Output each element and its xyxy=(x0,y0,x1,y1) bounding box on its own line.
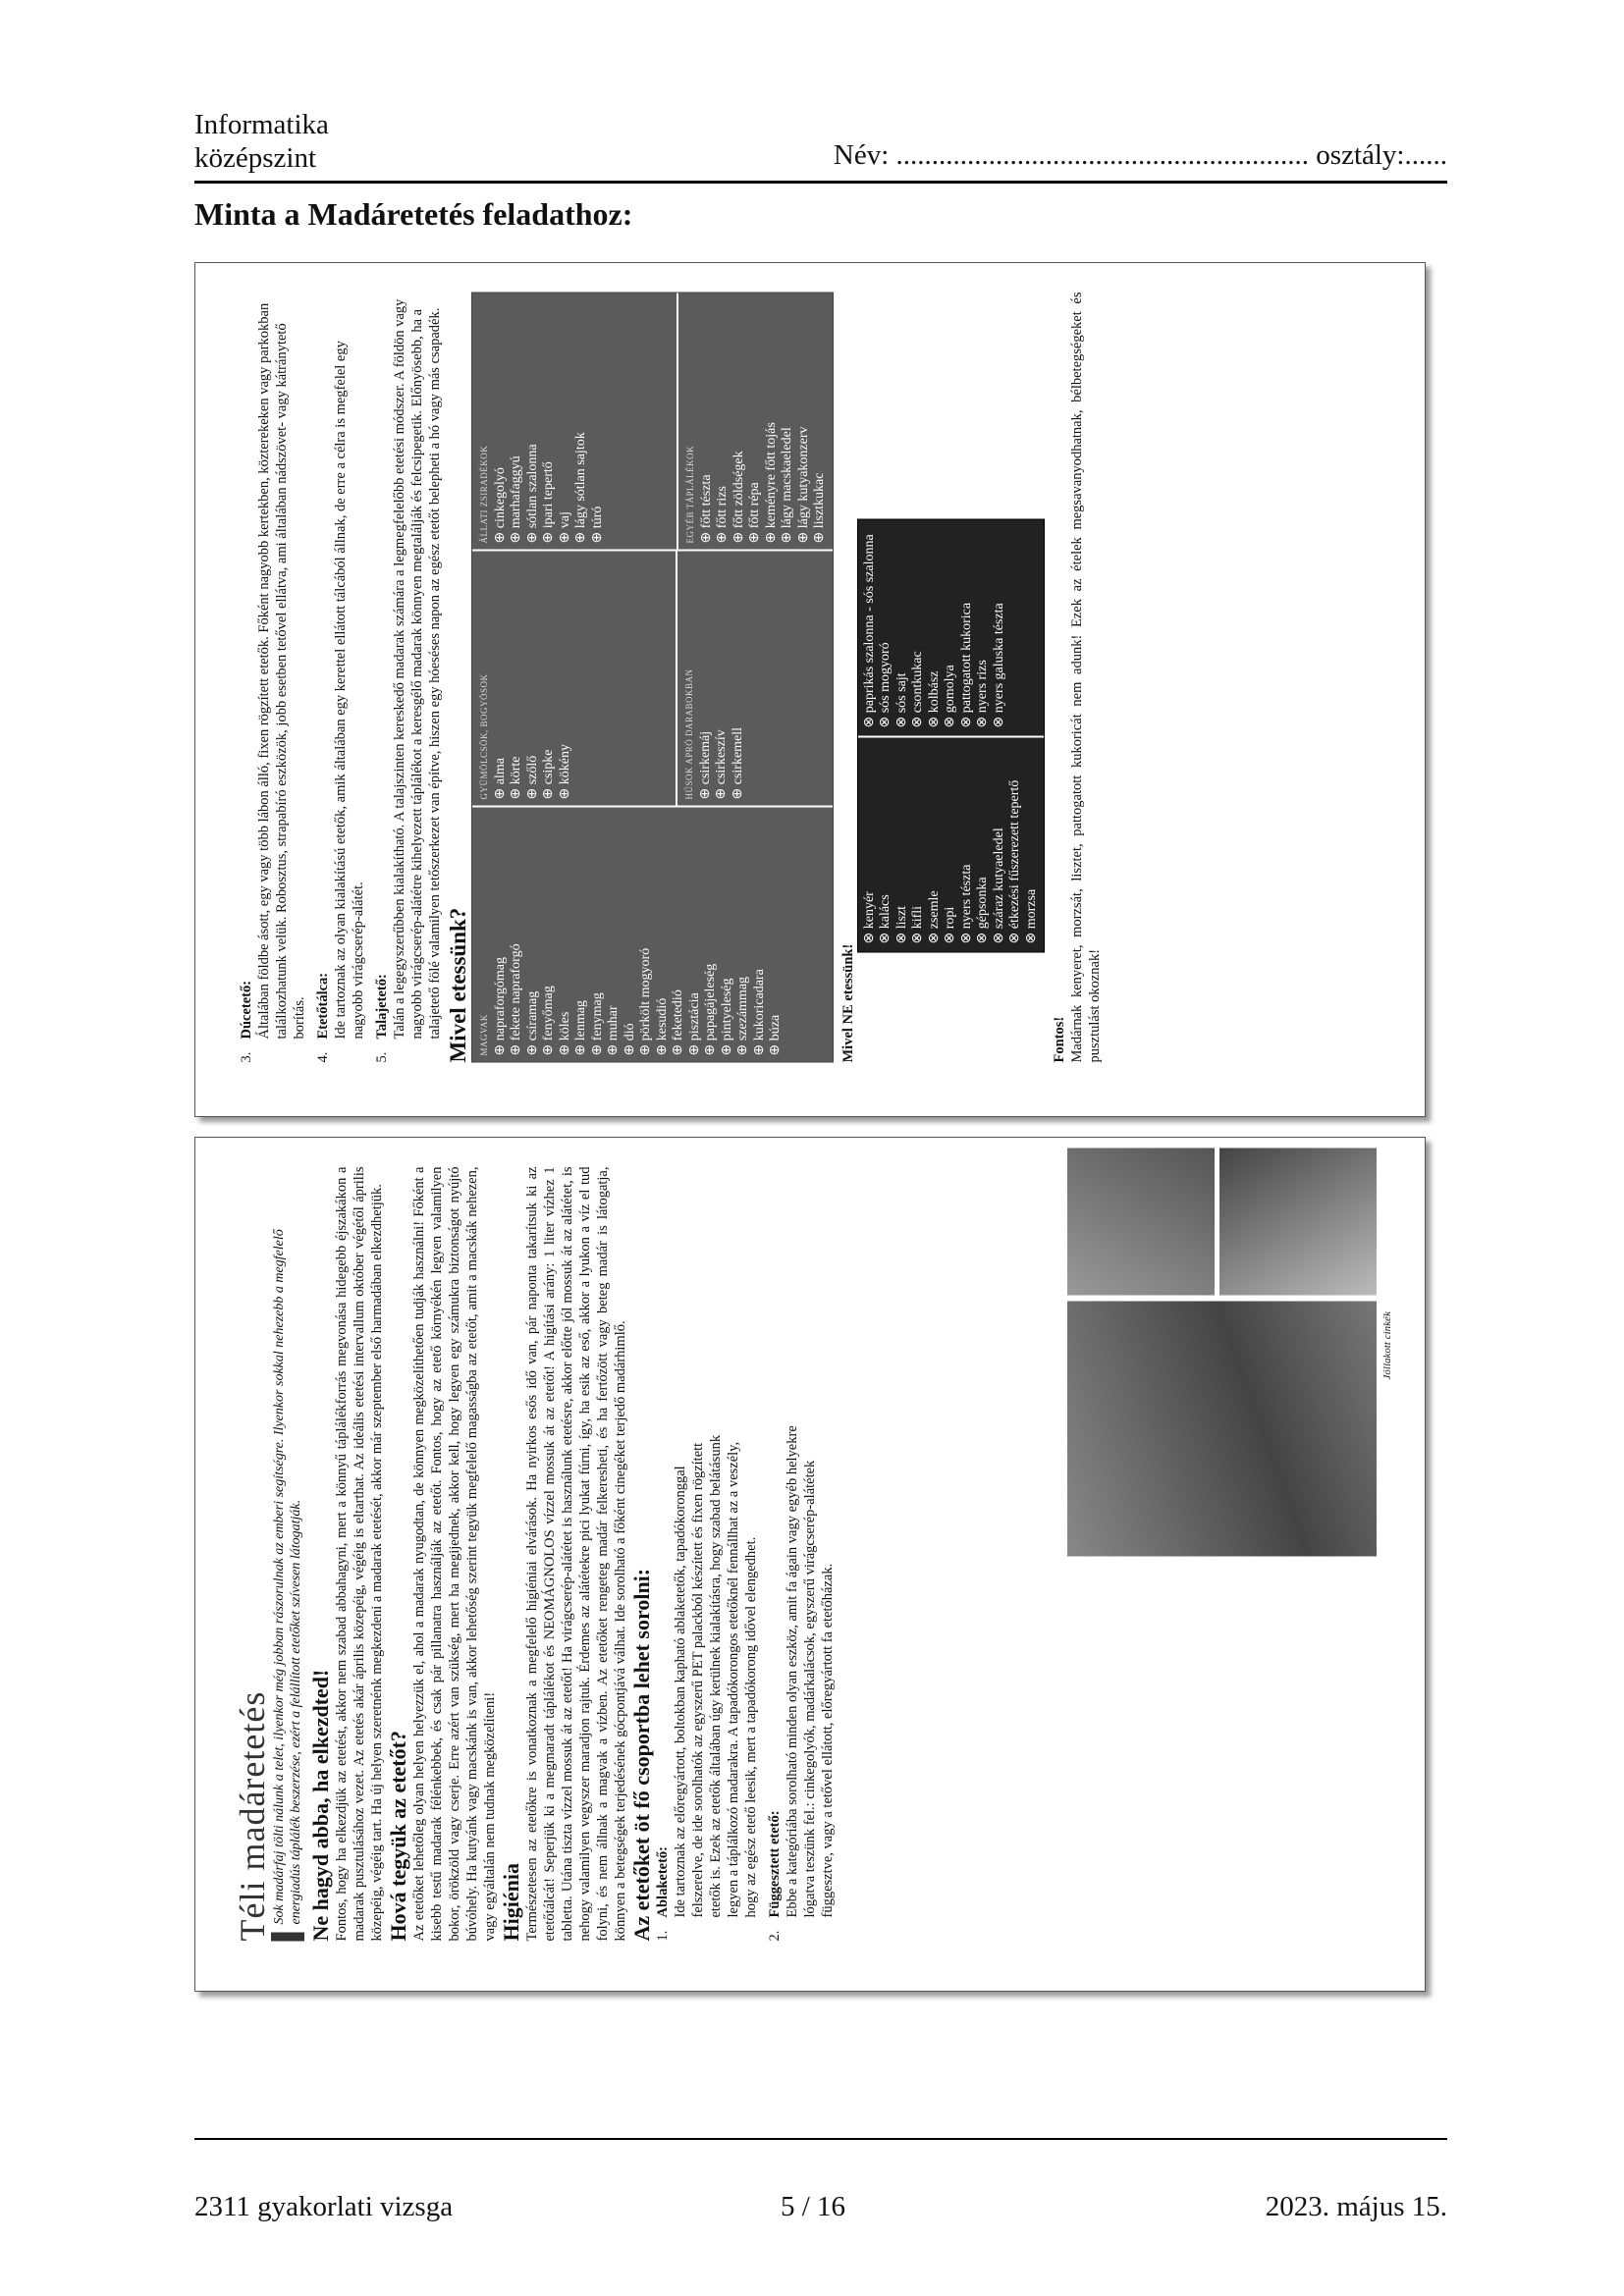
list-entry: ⊕ csipke xyxy=(541,749,556,799)
list-entry: ⊕ fekete napraforgó xyxy=(509,942,523,1055)
list-entry: ⊗ paprikás szalonna - sós szalonna xyxy=(861,533,877,727)
list-entry: ⊕ ipari tepertő xyxy=(541,460,556,543)
header-level: középszint xyxy=(194,142,317,174)
footer-exam: 2311 gyakorlati vizsga xyxy=(194,2191,454,2222)
list-entry: ⊕ vaj xyxy=(557,510,572,543)
what-heading: Mivel etessünk? xyxy=(446,907,470,1062)
photo-feeder xyxy=(1067,1301,1377,1556)
not-food-list-left xyxy=(862,745,1041,943)
list-item xyxy=(766,1411,837,1941)
list-entry: ⊕ lágy kutyakonzerv xyxy=(795,425,811,543)
list-entry: ⊗ pattogatott kukorica xyxy=(958,602,974,727)
list-entry: ⊗ sós sajt xyxy=(893,671,909,727)
section-heading: Ne hagyd abba, ha elkezdted! xyxy=(308,1669,333,1941)
list-entry: ⊕ pisztácia xyxy=(686,991,702,1055)
list-entry: ⊗ morzsa xyxy=(1023,888,1039,943)
seeds-column xyxy=(472,805,833,1061)
list-entry: ⊕ kukoricadara xyxy=(751,968,767,1055)
list-entry: ⊕ pörkölt mogyoró xyxy=(638,947,653,1055)
not-heading: Mivel NE etessünk! xyxy=(839,943,856,1062)
photo-tit-2 xyxy=(1219,1148,1377,1295)
item-number: 5. xyxy=(374,1051,390,1062)
not-food-table xyxy=(857,518,1046,952)
list-entry: ⊕ fenyőmag xyxy=(541,985,556,1055)
food-table xyxy=(471,292,834,1062)
footer-date: 2023. május 15. xyxy=(1265,2191,1447,2222)
list-item xyxy=(654,1411,760,1941)
list-entry: ⊗ kalács xyxy=(878,893,893,943)
list-entry: ⊕ lenmag xyxy=(573,999,588,1055)
list-entry: ⊕ csirkemell xyxy=(730,726,745,799)
page-title: Minta a Madáretetés feladathoz: xyxy=(194,196,633,232)
item-number: 3. xyxy=(239,1051,254,1062)
section-text: Természetesen az etetőkre is vonatkoznak a megfelelő higiéniai elvárások. Ha nyirkos esős idő van, pár naponta takarítsuk ki az etetőtálcát! Seperjük ki a megmaradt táplálékot és NEOMÁGNOLOS vízzel mossuk át az etetőt! A higítási arány: 1 liter vízhez 1 tabletta. Utána tiszta vízzel mossuk át az etetőt! Ha virágcserép-alátétet is használunk etetésre, akkor előtte jól mossuk át az alátétet, is nehogy valamilyen vegyszer maradjon rajtuk. Érdemes az alátétekre pici lyukat fúrni, így, ha esik az eső, akkor a lyukon a víz el tud folyni, és nem állnak a magvak a vízben. Az etetőket rengeteg madár felkeresheti, és ha fertőzött vagy beteg madár is látogatja, könnyen a betegségek terjedésének gócpontjává válhat. Ide sorolható a főként cinegéket terjedő madárhimlő. xyxy=(524,1166,628,1941)
fruits-caption: GYÜMÖLCSÖK, BOGYÓSOK xyxy=(479,672,489,799)
item-number: 4. xyxy=(315,1051,331,1062)
list-entry: ⊕ főtt tészta xyxy=(698,473,714,543)
list-entry: ⊕ keményre főtt tojás xyxy=(763,421,779,543)
sample-page-right xyxy=(194,262,1426,1117)
list-entry: ⊕ túró xyxy=(589,506,605,543)
item-number: 1. xyxy=(655,1930,671,1941)
list-entry: ⊕ köles xyxy=(557,1011,572,1055)
header-subject-block xyxy=(194,108,329,175)
list-entry: ⊕ főtt répa xyxy=(747,481,762,543)
list-entry: ⊗ nyers rizs xyxy=(975,659,990,727)
list-entry: ⊕ körte xyxy=(509,756,523,799)
list-entry: ⊗ gépsonka xyxy=(975,876,990,943)
list-entry: ⊗ sós mogyoró xyxy=(878,641,893,727)
list-entry: ⊕ papagájeleség xyxy=(703,963,718,1055)
list-entry: ⊗ liszt xyxy=(893,905,909,943)
item-text: Általában földbe ásott, egy vagy több lábon álló, fixen rögzített etetők. Főként nagyobb kertekben, közterekeken vagy parkokban találkozhatunk velük. Robosztus, strapabíró eszközök, jobb esetben tetővel ellátva, ami általában nádszövet- vagy kátránytető borítás. xyxy=(256,302,307,1039)
header-subject: Informatika xyxy=(194,109,329,140)
list-entry: ⊕ csirkeszív xyxy=(714,728,729,799)
sample-title: Téli madáretetés xyxy=(233,1690,272,1941)
section-heading: Hová tegyük az etetőt? xyxy=(386,1730,410,1941)
list-entry: ⊕ marhafaggyú xyxy=(509,454,523,543)
list-entry: ⊗ kifli xyxy=(910,905,925,943)
list-entry: ⊕ főtt rizs xyxy=(715,485,730,543)
list-entry: ⊗ étkezési fűszerezett tepertő xyxy=(1007,779,1022,943)
list-entry: ⊕ cinkegolyó xyxy=(492,466,508,543)
list-item xyxy=(373,292,444,1062)
important-text: Madárnak kenyeret, morzsát, lisztet, pattogatott kukoricát nem adunk! Ezek az ételek megsavanyodhatnak, bélbetegségeket és pusztulást okoznak! xyxy=(1069,292,1103,1062)
important-label: Fontos! xyxy=(1052,1016,1067,1062)
photo-caption: Jóllakott cinkék xyxy=(1381,1310,1393,1379)
item-title: Ablaketető: xyxy=(655,1845,671,1917)
section-text: Fontos, hogy ha elkezdjük az etetést, akkor nem szabad abbahagyni, mert a könnyű táplálékforrás megvonása hidegebb éjszakákon a madarak pusztulásához vezet. Az etetés akár április közepéig, végéig is eltarthat. Az ideális etetési intervallum október végétől április közepéig, végéig tart. Ha új helyen szeretnénk megkezdeni a madarak etetését, akkor már szeptember első harmadában elkezdhetjük. xyxy=(334,1166,385,1941)
list-entry: ⊗ kenyér xyxy=(861,890,877,943)
list-entry: ⊕ pintyeleség xyxy=(719,978,734,1055)
section-heading: Az etetőket öt fő csoportba lehet sorolni: xyxy=(629,1568,654,1941)
list-entry: ⊕ főtt zöldségek xyxy=(731,450,746,543)
item-title: Dúcetető: xyxy=(239,980,254,1039)
list-entry: ⊕ dió xyxy=(622,1022,637,1055)
list-entry: ⊗ nyers tészta xyxy=(958,864,974,943)
item-title: Talajetető: xyxy=(374,973,390,1039)
list-entry: ⊗ kolbász xyxy=(926,670,942,727)
list-entry: ⊕ kökény xyxy=(557,743,572,799)
list-item xyxy=(238,292,308,1062)
list-entry: ⊗ gomolya xyxy=(943,664,957,727)
section-text: Az etetőket lehetőleg olyan helyen helyezzük el, ahol a madarak nyugodtan, de könnyen megközelíthetően tudják használni! Főként a kisebb testű madarak félénkebbek, és csak pár pillanatra használják az etetőt. Fontos, hogy az etető környékén legyen valamilyen bokor, örökzöld vagy cserje. Erre azért van szükség, mert ha megijednek, akkor kell, hogy legyen egy számukra biztonságot nyújtó búvóhely. Ha kutyánk vagy macskánk is van, akkor lehetőség szerint tegyük megfelelő magasságba az etetőt, amit a macskák nehezen, vagy egyáltalán nem tudnak megközelíteni! xyxy=(411,1166,498,1941)
footer-page: 5 / 16 xyxy=(781,2191,846,2222)
seeds-caption: MAGVAK xyxy=(479,1013,489,1055)
item-title: Függesztett etető: xyxy=(767,1809,783,1917)
fat-column xyxy=(472,293,833,549)
list-entry: ⊕ búza xyxy=(768,1014,783,1055)
other-caption: EGYÉB TÁPLÁLÉKOK xyxy=(685,445,695,543)
item-text: Talán a legegyszerűbben kialakítható. A talajszinten kereskedő madarak számára a legmegfelelőbb etetési módszer. A földön vagy nagyobb virágcserép-alátétre kihelyezett táplálékot a keresgélő madarak könnyen megtalálják és felcsipegetik. Előnyösebb, ha a talajetető fölé valamilyen tetőszerkezet van építve, hiszen egy hóeséses napon az egész etetőt belepheti a hó vagy más csapadék. xyxy=(392,298,443,1039)
sample-page-left xyxy=(194,1137,1426,1992)
list-entry: ⊕ feketedió xyxy=(671,988,685,1055)
list-entry: ⊗ zsemle xyxy=(926,889,942,943)
list-entry: ⊕ kesudió xyxy=(654,997,670,1055)
item-title: Etetőtálca: xyxy=(315,972,331,1039)
other-list xyxy=(699,298,829,543)
not-food-list-right xyxy=(862,527,1008,727)
item-text: Ide tartoznak az előregyártott, boltokban kapható ablaketetők, tapadókoronggal felszerelve, de ide sorolhatók az egyszerű PET palackból készített és fixen rögzített etetők is. Ezek az etetők általában úgy kerülnek kialakításra, hogy szabad belátásunk legyen a táplálkozó madarakra. A tapadókorongos etetőknél fennállhat az a veszély, hogy az egész etető leesik, mert a tapadókorong idővel elengedhet. xyxy=(673,1434,759,1917)
list-entry: ⊗ csontkukac xyxy=(910,650,925,727)
list-entry: ⊕ szezámmag xyxy=(735,976,750,1055)
seeds-list xyxy=(493,813,785,1055)
item-text: Ide tartoznak az olyan kialakítású etetők, amik általában egy kerettel ellátott tálcából állnak, de erre a célra is megfelel egy nagyobb virágcserép-alátét. xyxy=(333,340,366,1039)
list-entry: ⊗ ropi xyxy=(943,906,957,943)
list-entry: ⊕ csíramag xyxy=(524,990,540,1055)
meat-caption: HÚSOK APRÓ DARABOKBAN xyxy=(684,667,694,799)
list-entry: ⊕ fenymag xyxy=(589,991,605,1055)
fat-list xyxy=(493,298,607,543)
list-entry: ⊗ száraz kutyaeledel xyxy=(991,827,1006,943)
fat-caption: ÁLLATI ZSIRADÉKOK xyxy=(479,445,489,543)
item-number: 2. xyxy=(767,1930,783,1941)
section-heading: Higiénia xyxy=(499,1862,523,1941)
header-rule xyxy=(194,181,1447,184)
list-item xyxy=(314,292,367,1062)
meat-list xyxy=(698,557,747,799)
fruits-list xyxy=(493,557,574,799)
list-entry: ⊕ szőlő xyxy=(524,755,540,799)
item-text: Ebbe a kategóriába sorolható minden olyan eszköz, amit fa ágain vagy egyéb helyekre lógatva teszünk fel.: cinkegolyók, madárkalácsok, egyszerű virágcserép-alátétek függesztve, vagy a tetővel ellátott, előregyártott fa etetőházak. xyxy=(785,1424,836,1917)
photo-tit-1 xyxy=(1067,1148,1215,1295)
list-entry: ⊕ alma xyxy=(492,757,508,799)
list-entry: ⊕ lisztkukac xyxy=(812,472,827,543)
footer-rule xyxy=(194,2138,1447,2140)
sample-intro: Sok madárfaj tölti nálunk a telet, ilyenkor még jobban rászorulnak az emberi segítségre. Ilyenkor sokkal nehezebb a megfelelő energiadús táplálék beszerzése, ezért a felállított etetőket szívesen látogatják. xyxy=(271,1166,304,1941)
list-entry: ⊕ muhar xyxy=(606,1005,621,1055)
list-entry: ⊕ lágy sótlan sajtok xyxy=(573,431,588,543)
list-entry: ⊗ nyers galuska tészta xyxy=(991,602,1006,727)
fruits-column xyxy=(472,549,833,805)
list-entry: ⊕ napraforgómag xyxy=(492,956,508,1055)
list-entry: ⊕ sótlan szalonna xyxy=(524,443,540,543)
list-entry: ⊕ lágy macskaeledel xyxy=(780,426,794,543)
header-name-field: Név: .......................................................... osztály:...... xyxy=(833,139,1447,171)
list-entry: ⊕ csirkemáj xyxy=(697,730,713,799)
